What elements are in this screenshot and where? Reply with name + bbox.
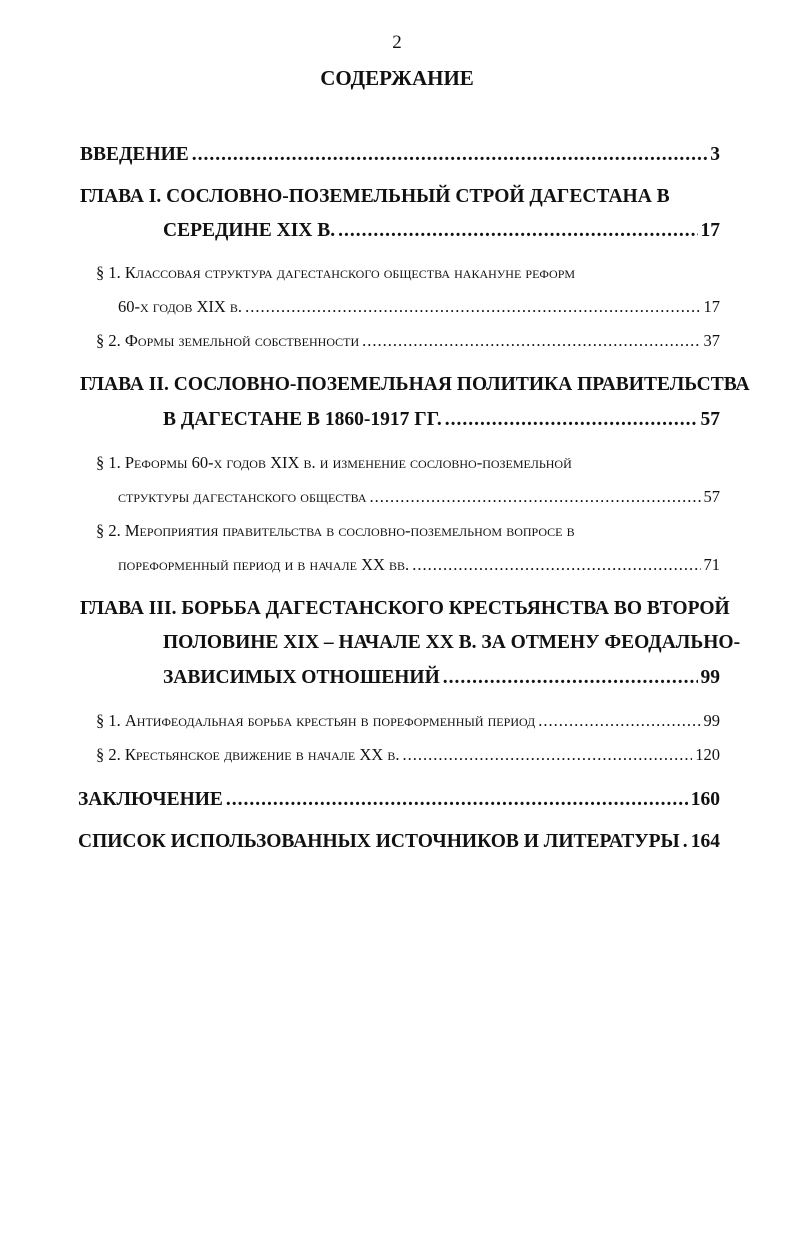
toc-page-number: 120 [695,745,720,764]
toc-page-number: 57 [700,409,720,430]
toc-chapter-3-title[interactable] [80,598,730,619]
toc-entry-label: § 2. Крестьянское движение в начале XX в. [96,745,400,764]
toc-page-number: 164 [690,831,720,852]
toc-entry-label: В ДАГЕСТАНЕ В 1860-1917 ГГ. [163,409,442,430]
dot-leader [402,746,692,764]
toc-chapter-3-title-cont[interactable] [163,632,740,653]
page-title: СОДЕРЖАНИЕ [320,66,474,90]
dot-leader [443,667,698,688]
toc-chapter-1-title[interactable] [80,186,670,207]
toc-section-2-1-title[interactable] [96,454,572,472]
toc-entry-label: § 1. Антифеодальная борьба крестьян в пореформенный период [96,711,536,730]
toc-entry-label: § 1. Реформы 60-х годов XIX в. и изменение сословно-поземельной [96,453,572,472]
dot-leader [370,488,701,506]
dot-leader [538,712,700,730]
toc-entry-label: ЗАКЛЮЧЕНИЕ [78,789,223,810]
dot-leader [412,556,700,574]
toc-entry-label: структуры дагестанского общества [118,487,367,506]
toc-page-number: 71 [703,555,720,574]
toc-page-number: 17 [700,220,720,241]
toc-entry-references[interactable] [78,831,720,852]
toc-entry-label: ГЛАВА III. БОРЬБА ДАГЕСТАНСКОГО КРЕСТЬЯНСТВА ВО ВТОРОЙ [80,598,730,619]
toc-section-2-1[interactable] [118,488,720,506]
toc-entry-intro[interactable] [80,144,720,165]
toc-entry-label: ВВЕДЕНИЕ [80,144,189,165]
toc-entry-label: § 2. Формы земельной собственности [96,331,360,350]
toc-page-number: 3 [710,144,720,165]
dot-leader [683,831,688,852]
page-number: 2 [392,32,402,53]
dot-leader [192,144,707,165]
toc-entry-label: ГЛАВА I. СОСЛОВНО-ПОЗЕМЕЛЬНЫЙ СТРОЙ ДАГЕСТАНА В [80,186,670,207]
toc-entry-label: 60-х годов XIX в. [118,297,243,316]
toc-entry-label: ГЛАВА II. СОСЛОВНО-ПОЗЕМЕЛЬНАЯ ПОЛИТИКА ПРАВИТЕЛЬСТВА [80,374,750,395]
toc-chapter-3[interactable] [163,667,720,688]
toc-section-1-2[interactable] [96,332,720,350]
toc-section-2-2-title[interactable] [96,522,575,540]
toc-page-number: 37 [703,331,720,350]
toc-section-1-1-title[interactable] [96,264,575,282]
toc-chapter-2-title[interactable] [80,374,750,395]
toc-page-number: 57 [703,487,720,506]
dot-leader [245,298,700,316]
toc-page-number: 17 [703,297,720,316]
toc-section-3-1[interactable] [96,712,720,730]
toc-section-2-2[interactable] [118,556,720,574]
toc-entry-label: ПОЛОВИНЕ XIX – НАЧАЛЕ XX В. ЗА ОТМЕНУ ФЕОДАЛЬНО- [163,632,741,653]
toc-entry-label: пореформенный период и в начале XX вв. [118,555,410,574]
toc-entry-label: § 1. Классовая структура дагестанского общества накануне реформ [96,263,576,282]
toc-section-3-2[interactable] [96,746,720,764]
toc-section-1-1[interactable] [118,298,720,316]
toc-chapter-2[interactable] [163,409,720,430]
toc-page-number: 99 [700,667,720,688]
dot-leader [362,332,700,350]
dot-leader [338,220,697,241]
toc-page-number: 160 [690,789,720,810]
toc-chapter-1[interactable] [163,220,720,241]
dot-leader [445,409,698,430]
toc-entry-conclusion[interactable] [78,789,720,810]
toc-entry-label: СПИСОК ИСПОЛЬЗОВАННЫХ ИСТОЧНИКОВ И ЛИТЕРАТУРЫ [78,831,680,852]
toc-entry-label: СЕРЕДИНЕ XIX В. [163,220,336,241]
dot-leader [226,789,688,810]
toc-page-number: 99 [703,711,720,730]
toc-entry-label: § 2. Мероприятия правительства в сословно-поземельном вопросе в [96,521,575,540]
toc-entry-label: ЗАВИСИМЫХ ОТНОШЕНИЙ [163,667,440,688]
